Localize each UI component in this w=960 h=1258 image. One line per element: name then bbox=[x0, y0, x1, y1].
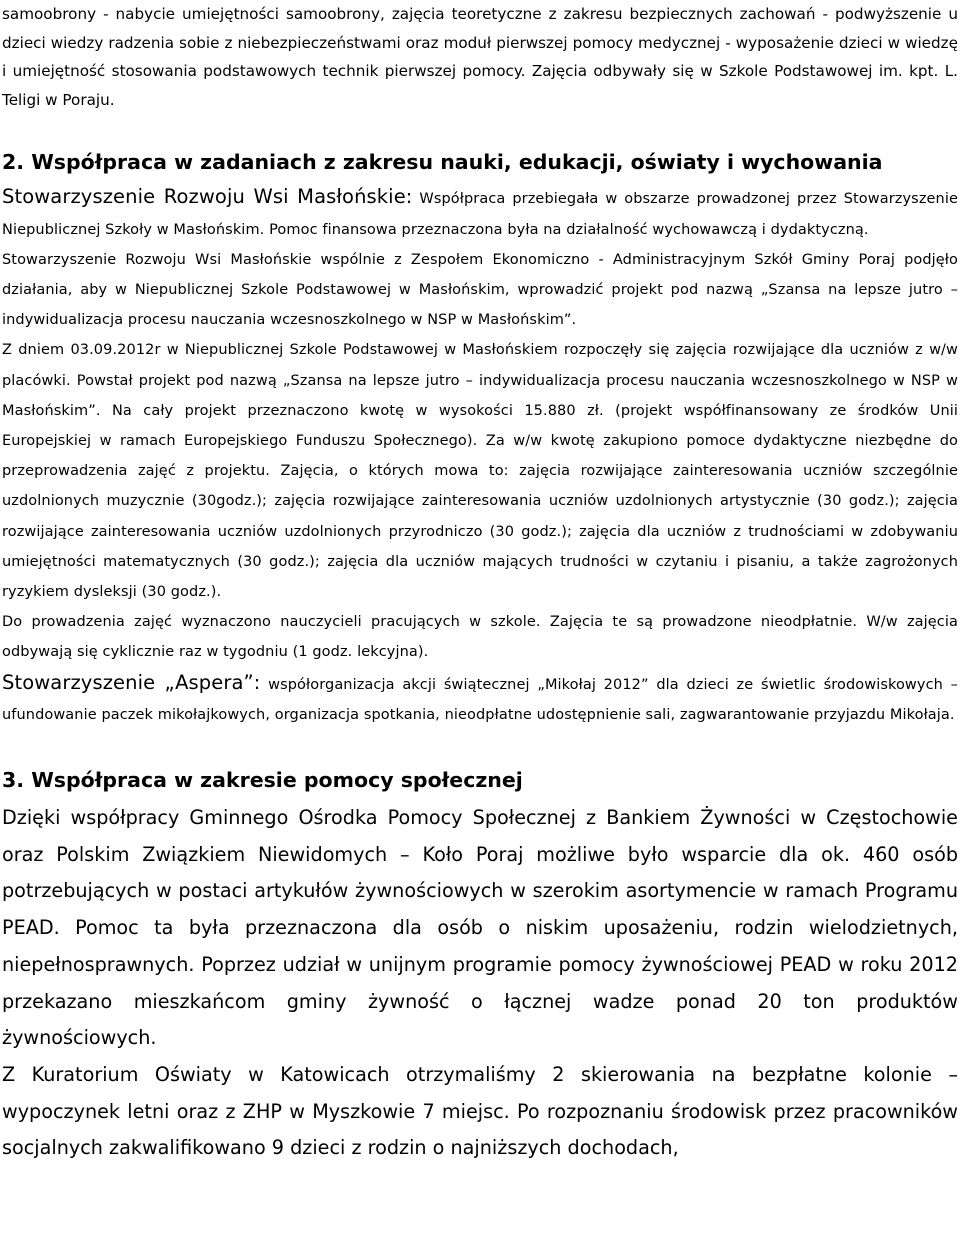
paragraph-text: współorganizacja akcji świątecznej „Mikołaj 2012” dla dzieci ze świetlic środowiskowych – ufundowanie paczek mikołajkowych, organizacja spotkania, nieodpłatne udostępnienie sali, zagwarantowanie przyjazdu Mikołaja. bbox=[2, 676, 959, 723]
section-2-paragraph-3: Z dniem 03.09.2012r w Niepublicznej Szkole Podstawowej w Masłońskiem rozpoczęły się zajęcia rozwijające dla uczniów z w/w placówki. Powstał projekt pod nazwą „Szansa na lepsze jutro – indywidualizacja procesu nauczania wczesnoszkolnego w NSP w Masłońskim”. Na cały projekt przeznaczono kwotę w wysokości 15.880 zł. (projekt współfinansowany ze środków Unii Europejskiej w ramach Europejskiego Funduszu Społecznego). Za w/w kwotę zakupiono pomoce dydaktyczne niezbędne do przeprowadzenia zajęć z projektu. Zajęcia, o których mowa to: zajęcia rozwijające zainteresowania uczniów szczególnie uzdolnionych muzycznie (30godz.); zajęcia rozwijające zainteresowania uczniów uzdolnionych artystycznie (30 godz.); zajęcia rozwijające zainteresowania uczniów uzdolnionych przyrodniczo (30 godz.); zajęcia dla uczniów z trudnościami w zdobywaniu umiejętności matematycznych (30 godz.); zajęcia dla uczniów mających trudności w czytaniu i pisaniu, a także zagrożonych ryzykiem dysleksji (30 godz.). bbox=[2, 342, 958, 601]
section-2-paragraph-2: Stowarzyszenie Rozwoju Wsi Masłońskie wspólnie z Zespołem Ekonomiczno - Administracyjnym Szkół Gminy Poraj podjęło działania, aby w Niepublicznej Szkole Podstawowej w Masłońskim, wprowadzić projekt pod nazwą „Szansa na lepsze jutro – indywidualizacja procesu nauczania wczesnoszkolnego w NSP w Masłońskim”. bbox=[2, 251, 958, 329]
section-3-heading: 3. Współpraca w zakresie pomocy społecznej bbox=[2, 768, 523, 793]
section-3-paragraph-1: Dzięki współpracy Gminnego Ośrodka Pomocy Społecznej z Bankiem Żywności w Częstochowie oraz Polskim Związkiem Niewidomych – Koło Poraj możliwe było wsparcie dla ok. 460 osób potrzebujących w postaci artykułów żywnościowych w szerokim asortymencie w ramach Programu PEAD. Pomoc ta była przeznaczona dla osób o niskim uposażeniu, rodzin wielodzietnych, niepełnosprawnych. Poprzez udział w unijnym programie pomocy żywnościowej PEAD w roku 2012 przekazano mieszkańcom gminy żywność o łącznej wadze ponad 20 ton produktów żywnościowych. bbox=[2, 806, 958, 1050]
org-name-maslonskie: Stowarzyszenie Rozwoju Wsi Masłońskie: bbox=[2, 185, 413, 209]
paragraph-text: Współpraca przebiegała w obszarze prowadzonej przez Stowarzyszenie Niepublicznej Szkoły w Masłońskim. Pomoc finansowa przeznaczona była na działalność wychowawczą i dydaktyczną. bbox=[2, 191, 958, 238]
section-2-paragraph-4: Do prowadzenia zajęć wyznaczono nauczycieli pracujących w szkole. Zajęcia te są prowadzone nieodpłatnie. W/w zajęcia odbywają się cyklicznie raz w tygodniu (1 godz. lekcyjna). bbox=[2, 614, 958, 661]
section-2-body bbox=[2, 182, 958, 730]
section-2-heading: 2. Współpraca w zadaniach z zakresu nauki, edukacji, oświaty i wychowania bbox=[2, 150, 883, 175]
spacer bbox=[2, 730, 958, 758]
intro-paragraph: samoobrony - nabycie umiejętności samoobrony, zajęcia teoretyczne z zakresu bezpiecznych zachowań - podwyższenie u dzieci wiedzy radzenia sobie z niebezpieczeństwami oraz moduł pierwszej pomocy medycznej - wyposażenie dzieci w wiedzę i umiejętność stosowania podstawowych technik pierwszej pomocy. Zajęcia odbywały się w Szkole Podstawowej im. kpt. L. Teligi w Poraju. bbox=[2, 5, 958, 109]
section-3-paragraph-2: Z Kuratorium Oświaty w Katowicach otrzymaliśmy 2 skierowania na bezpłatne kolonie – wypoczynek letni oraz z ZHP w Myszkowie 7 miejsc. Po rozpoznaniu środowisk przez pracowników socjalnych zakwalifikowano 9 dzieci z rodzin o najniższych dochodach, bbox=[2, 1062, 958, 1160]
section-2-paragraph-5 bbox=[2, 668, 958, 730]
section-3-body bbox=[2, 800, 958, 1167]
org-name-aspera: Stowarzyszenie „Aspera”: bbox=[2, 670, 261, 694]
section-2-paragraph-1 bbox=[2, 182, 958, 244]
